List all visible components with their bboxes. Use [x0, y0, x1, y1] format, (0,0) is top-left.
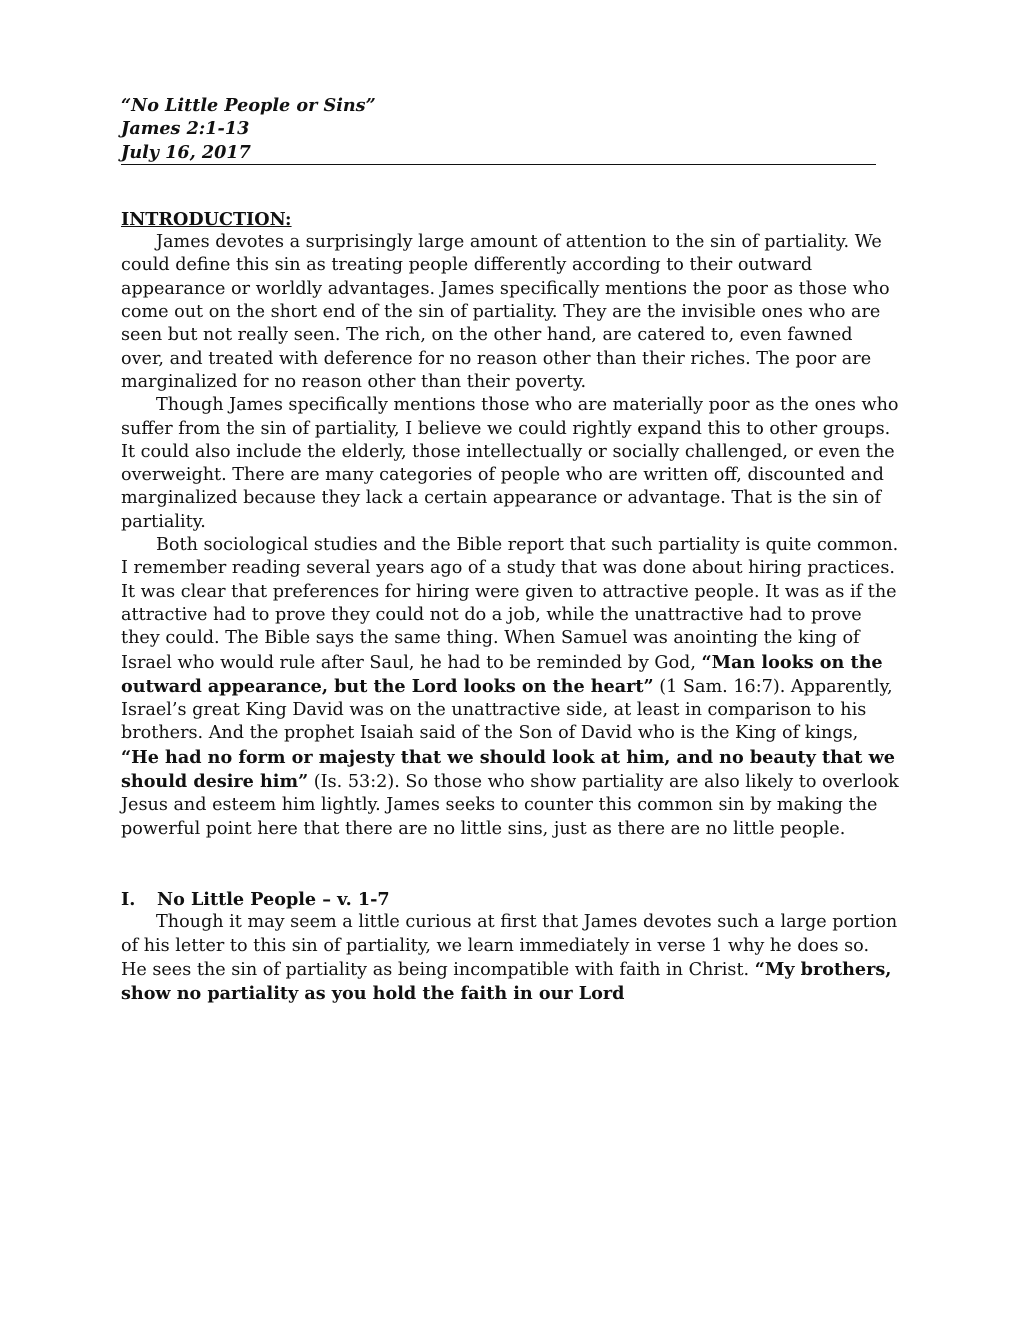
paragraph-3-text-a: Both sociological studies and the Bible report that such partiality is quite common. I remember reading several years ago of a study that was done about hiring practices. It was clear that preferences for hiring were given to attractive people. It was as if the attractive had to prove they could not do a job, while the unattractive had to prove they could. The Bible says the same thing. When Samuel was anointing the king of Israel who would rule after Saul, he had to be reminded by God, — [121, 535, 899, 673]
sermon-title: “No Little People or Sins” — [121, 95, 376, 116]
scripture-reference: James 2:1-13 — [121, 118, 250, 140]
section-heading-1 — [121, 888, 900, 911]
paragraph-2: Though James specifically mentions those who are materially poor as the ones who suffer from the sin of partiality, I believe we could rightly expand this to other groups. It could also include the elderly, those intellectually or socially challenged, or even the overweight. There are many categories of people who are written off, discounted and marginalized because they lack a certain appearance or advantage. That is the sin of partiality. — [121, 395, 899, 532]
document-header — [121, 94, 900, 165]
quote-james: “My brothers, show no partiality as you hold the faith in our Lord — [121, 958, 892, 1005]
paragraph-3-text-e: (Is. 53:2). So those who show partiality are also likely to overlook Jesus and esteem him lightly. James seeks to counter this common sin by making the powerful point here that there are no little sins, just as there are no little people. — [121, 772, 899, 839]
quote-1-samuel: “Man looks on the outward appearance, but the Lord looks on the heart” — [121, 651, 883, 697]
section-number: I. — [121, 888, 136, 910]
section-title: No Little People – v. 1-7 — [157, 888, 390, 910]
quote-isaiah: “He had no form or majesty that we should look at him, and no beauty that we should desire him” — [121, 746, 895, 793]
introduction-heading: INTRODUCTION: — [121, 208, 292, 230]
paragraph-4 — [121, 911, 900, 1006]
paragraph-3-text-c: (1 Sam. 16:7). Apparently, Israel’s great King David was on the unattractive side, at least in comparison to his brothers. And the prophet Isaiah said of the Son of David who is the King of kings, — [121, 676, 893, 744]
paragraph-1: James devotes a surprisingly large amount of attention to the sin of partiality. We could define this sin as treating people differently according to their outward appearance or worldly advantages. James specifically mentions the poor as those who come out on the short end of the sin of partiality. They are the invisible ones who are seen but not really seen. The rich, on the other hand, are catered to, even fawned over, and treated with deference for no reason other than their riches. The poor are marginalized for no reason other than their poverty. — [121, 232, 890, 392]
paragraph-3 — [121, 534, 900, 841]
paragraph-4-text-a: Though it may seem a little curious at first that James devotes such a large portion of his letter to this sin of partiality, we learn immediately in verse 1 why he does so. He sees the sin of partiality as being incompatible with faith in Christ. — [121, 912, 898, 980]
sermon-date: July 16, 2017 — [121, 141, 876, 165]
